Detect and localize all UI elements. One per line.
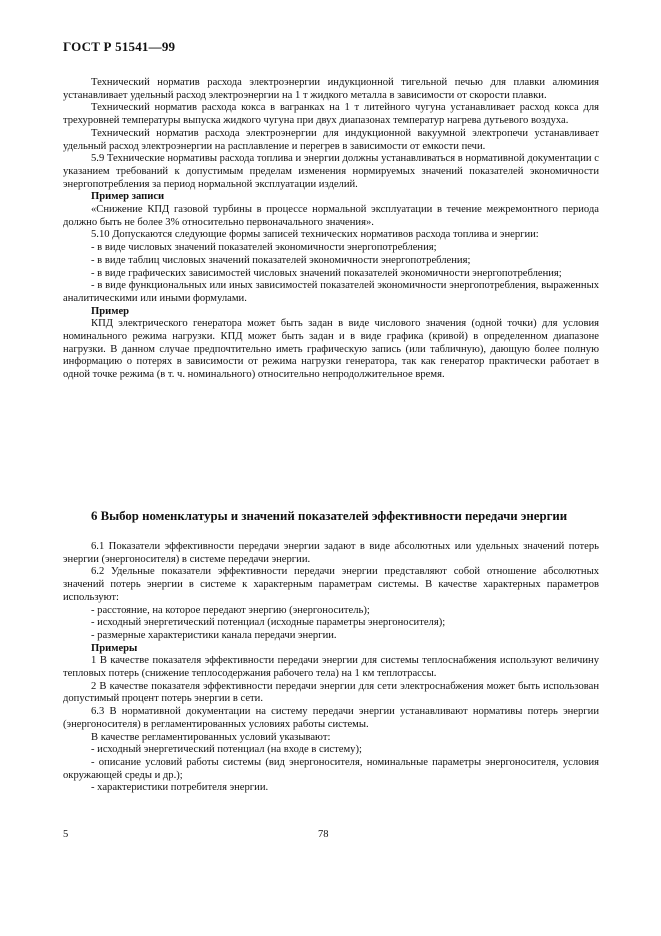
example-label: Пример [91, 305, 130, 317]
list-item: - размерные характеристики канала передачи энергии. [91, 629, 337, 641]
paragraph: 5.9 Технические нормативы расхода топлива и энергии должны устанавливаться в нормативной документации с указанием требований к допустимым пределам изменения нормируемых значений показателей экономичности энергопотребления за период нормальной эксплуатации изделий. [63, 153, 599, 190]
list-item: - характеристики потребителя энергии. [91, 782, 269, 794]
list-item: - расстояние, на которое передают энергию (энергоноситель); [91, 604, 370, 616]
list-item: - в виде функциональных или иных зависимостей показателей экономичности энергопотребления, выраженных аналитическими или иными формулами. [63, 280, 599, 304]
paragraph: 2 В качестве показателя эффективности передачи энергии для сети электроснабжения может быть использован допустимый процент потерь энергии в сети. [63, 680, 599, 705]
paragraph: В качестве регламентированных условий указывают: [91, 731, 331, 743]
footer-left-number: 5 [63, 829, 69, 840]
paragraph: Технический норматив расхода электроэнергии индукционной тигельной печью для плавки алюминия устанавливает удельный расход электроэнергии на 1 т жидкого металла в зависимости от скорости плавки. [63, 77, 599, 101]
body-text-part2 [63, 541, 599, 795]
list-item: - описание условий работы системы (вид энергоносителя, номинальные параметры энергоносителя, условия окружающей среды и др.); [63, 756, 599, 781]
paragraph: Технический норматив расхода кокса в вагранках на 1 т литейного чугуна устанавливает расход кокса для трехуровней температуры выпуска жидкого чугуна при двух диапазонах температур нагрева дутьевого воздуха. [63, 102, 599, 127]
section-6-heading: 6 Выбор номенклатуры и значений показателей эффективности передачи энергии [91, 509, 568, 523]
document-header: ГОСТ Р 51541—99 [63, 39, 176, 54]
example-label: Примеры [91, 642, 138, 654]
paragraph: Технический норматив расхода электроэнергии для индукционной вакуумной электропечи устанавливает удельный расход электроэнергии на расплавление и перегрев в зависимости от емкости печи. [63, 127, 599, 152]
list-item: - в виде графических зависимостей числовых значений показателей экономичности энергопотребления; [91, 267, 562, 279]
paragraph: 6.3 В нормативной документации на систему передачи энергии устанавливают нормативы потерь энергии (энергоносителя) в регламентированных условиях работы системы. [63, 706, 599, 730]
list-item: - в виде таблиц числовых значений показателей экономичности энергопотребления; [91, 254, 471, 266]
paragraph: 1 В качестве показателя эффективности передачи энергии для системы теплоснабжения используют величину тепловых потерь (снижение теплосодержания рабочего тела) на 1 км теплотрассы. [63, 655, 599, 680]
list-item: - исходный энергетический потенциал (исходные параметры энергоносителя); [91, 617, 446, 629]
page-number: 78 [318, 829, 329, 840]
paragraph: «Снижение КПД газовой турбины в процессе нормальной эксплуатации в течение межремонтного периода должно быть не более 3% относительно первоначального значения». [63, 204, 599, 228]
paragraph: КПД электрического генератора может быть задан в виде числового значения (одной точки) для условия номинального режима нагрузки. КПД может быть задан и в виде графика (кривой) в определенном диапазоне нагрузки. В данном случае предпочтительно иметь графическую запись (или табличную), дающую более полную информацию о потерях в зависимости от режима нагрузки генератора, так как генератор практически работает в одной точке режима (в т. ч. номинального) относительно непродолжительное время. [63, 318, 599, 381]
list-item: - исходный энергетический потенциал (на входе в систему); [91, 744, 362, 756]
paragraph: 6.1 Показатели эффективности передачи энергии задают в виде абсолютных или удельных значений потерь энергии (энергоносителя) в системе передачи энергии. [63, 541, 599, 565]
paragraph: 6.2 Удельные показатели эффективности передачи энергии представляют собой отношение абсолютных значений потерь энергии в системе к характерным параметрам системы. В качестве характерных параметров используют: [63, 566, 599, 603]
body-text-part1 [63, 77, 599, 382]
example-label: Пример записи [91, 191, 165, 203]
paragraph: 5.10 Допускаются следующие формы записей технических нормативов расхода топлива и энергии: [91, 229, 539, 241]
list-item: - в виде числовых значений показателей экономичности энергопотребления; [91, 242, 437, 254]
